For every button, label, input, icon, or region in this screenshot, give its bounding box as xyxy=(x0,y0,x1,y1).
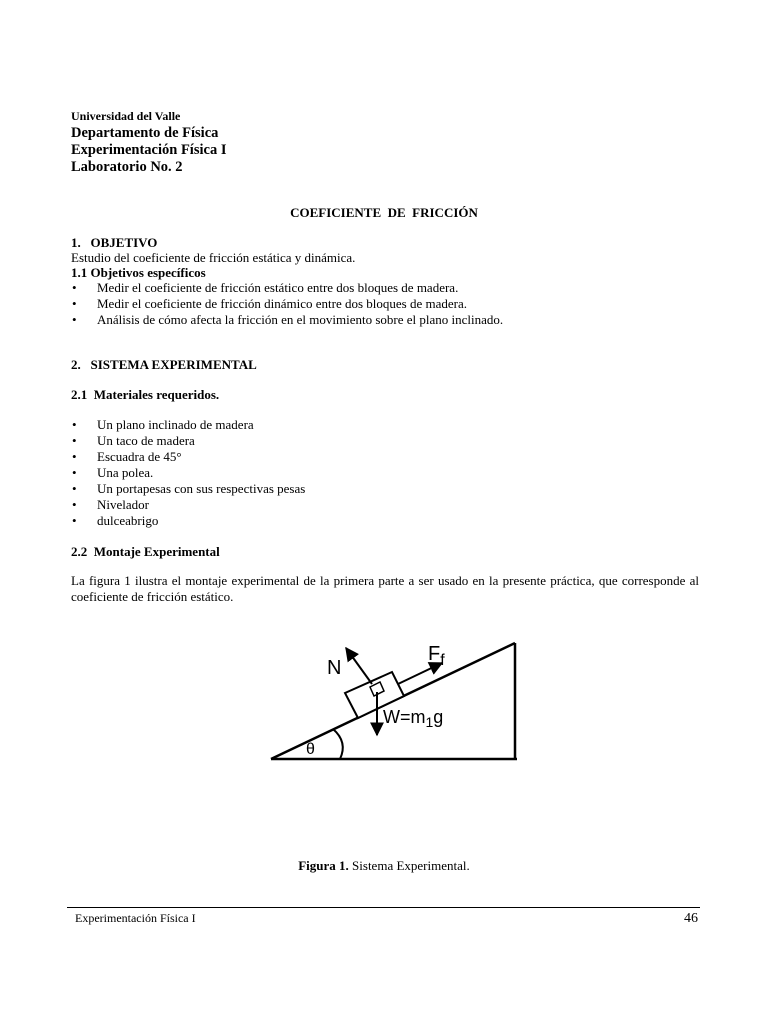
list-item: • Medir el coeficiente de fricción dinámico entre dos bloques de madera. xyxy=(72,296,467,311)
normal-force-arrow xyxy=(346,648,372,684)
bullet-icon: • xyxy=(72,417,77,432)
bullet-icon: • xyxy=(72,280,77,295)
list-item: • Medir el coeficiente de fricción estático entre dos bloques de madera. xyxy=(72,280,459,295)
document-title: COEFICIENTE DE FRICCIÓN xyxy=(290,205,478,220)
label-friction: $F_f$ xyxy=(428,643,445,669)
list-item: • dulceabrigo xyxy=(72,513,159,528)
lab-number: Laboratorio No. 2 xyxy=(71,159,183,175)
bullet-icon: • xyxy=(72,449,77,464)
course-name: Experimentación Física I xyxy=(71,142,227,158)
section1-subheading: 1.1 Objetivos específicos xyxy=(71,265,206,280)
label-theta: θ xyxy=(306,741,315,758)
page-number: 46 xyxy=(684,911,698,926)
list-item: • Nivelador xyxy=(72,497,149,512)
angle-arc xyxy=(333,729,343,759)
footer-course: Experimentación Física I xyxy=(75,911,196,925)
section2-heading: 2. SISTEMA EXPERIMENTAL xyxy=(71,357,257,372)
department-name: Departamento de Física xyxy=(71,125,219,141)
label-N: N xyxy=(327,657,342,679)
bullet-icon: • xyxy=(72,312,77,327)
label-weight: $W=m_1g$ xyxy=(383,707,444,730)
bullet-icon: • xyxy=(72,465,77,480)
list-item: • Análisis de cómo afecta la fricción en el movimiento sobre el plano inclinado. xyxy=(72,312,504,327)
montaje-heading: 2.2 Montaje Experimental xyxy=(71,544,220,559)
bullet-icon: • xyxy=(72,513,77,528)
bullet-icon: • xyxy=(72,481,77,496)
bullet-icon: • xyxy=(72,296,77,311)
materials-list xyxy=(71,417,305,529)
list-item: • Un portapesas con sus respectivas pesas xyxy=(72,481,306,496)
list-item: • Escuadra de 45° xyxy=(72,449,182,464)
section1-heading: 1. OBJETIVO xyxy=(71,235,158,250)
list-item: • Un taco de madera xyxy=(72,433,195,448)
materials-heading: 2.1 Materiales requeridos. xyxy=(71,387,220,402)
figure-caption: Figura 1. Sistema Experimental. xyxy=(298,858,470,873)
montaje-paragraph: La figura 1 ilustra el montaje experimental de la primera parte a ser usado en la presente práctica, que corresponde al coeficiente de fricción estático. xyxy=(71,573,699,604)
bullet-icon: • xyxy=(72,433,77,448)
university-name: Universidad del Valle xyxy=(71,109,181,123)
list-item: • Una polea. xyxy=(72,465,154,480)
inclined-plane-figure xyxy=(250,630,540,780)
section1-text: Estudio del coeficiente de fricción estática y dinámica. xyxy=(71,250,356,265)
footer-divider xyxy=(67,907,700,908)
objectives-list xyxy=(71,280,503,328)
bullet-icon: • xyxy=(72,497,77,512)
list-item: • Un plano inclinado de madera xyxy=(72,417,254,432)
